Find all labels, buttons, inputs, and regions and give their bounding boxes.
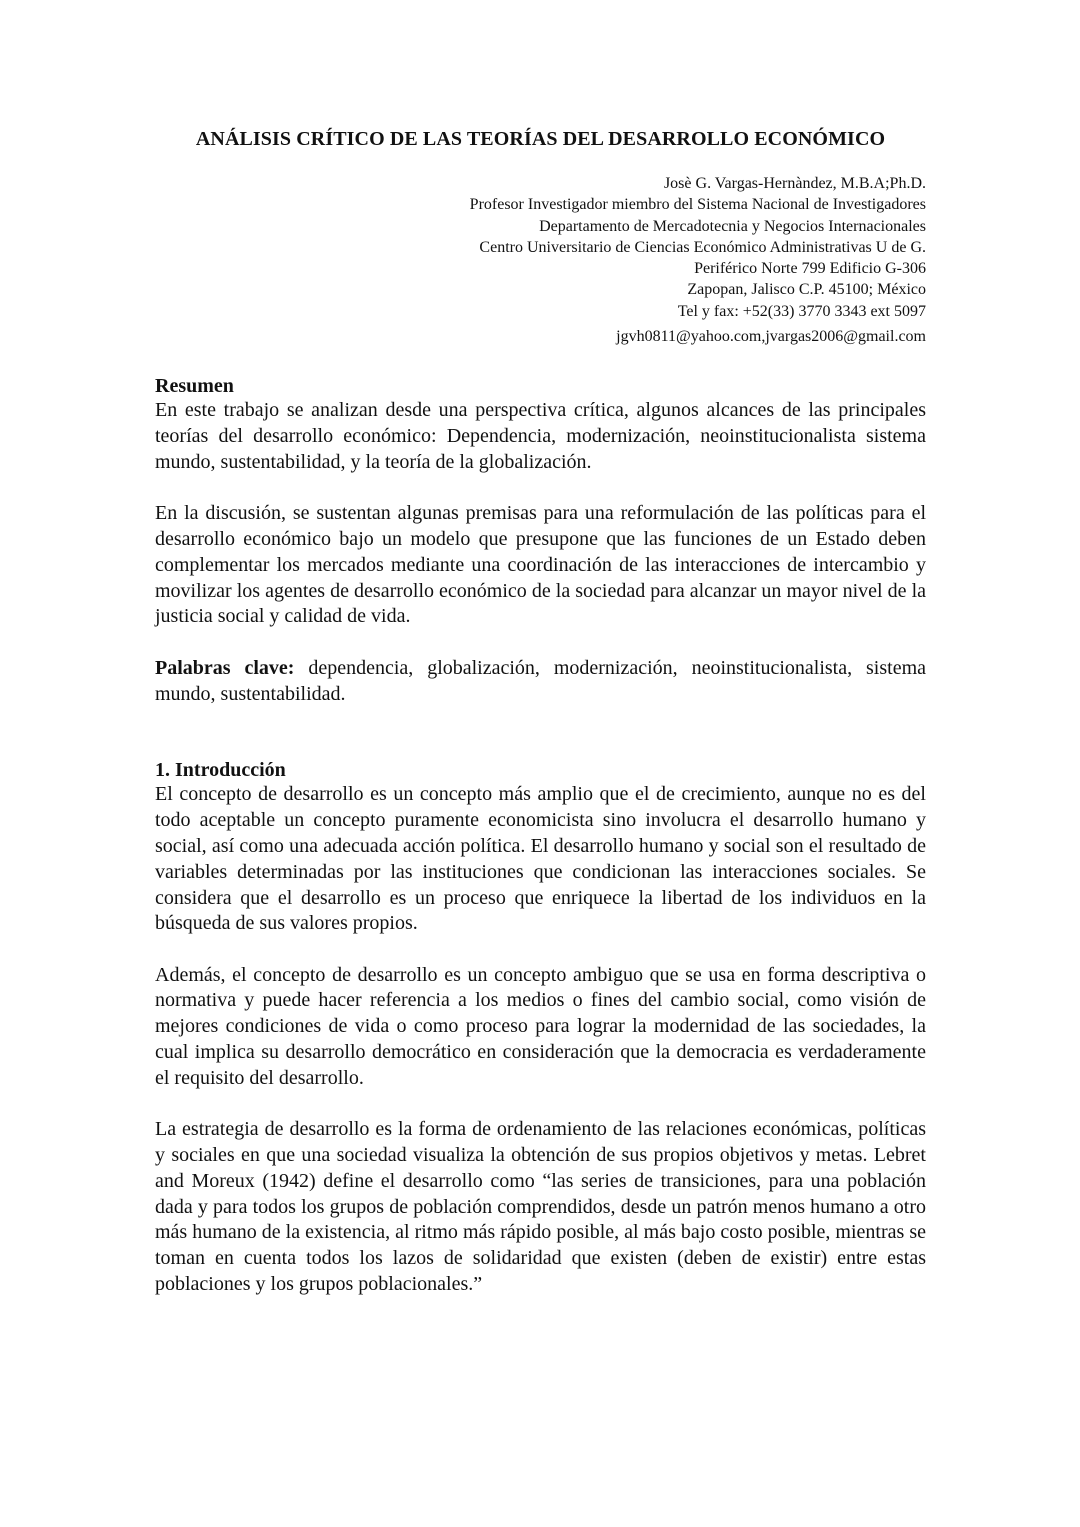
author-email: jgvh0811@yahoo.com,jvargas2006@gmail.com: [616, 328, 926, 346]
author-center: Centro Universitario de Ciencias Económico Administrativas U de G.: [479, 238, 926, 256]
author-department: Departamento de Mercadotecnia y Negocios Internacionales: [539, 217, 926, 235]
paper-title: ANÁLISIS CRÍTICO DE LAS TEORÍAS DEL DESARROLLO ECONÓMICO: [195, 128, 886, 150]
author-name: Josè G. Vargas-Hernàndez, M.B.A;Ph.D.: [663, 175, 926, 192]
abstract-paragraph: En este trabajo se analizan desde una perspectiva crítica, algunos alcances de las principales teorías del desarrollo económico: Dependencia, modernización, neoinstitucionalista sistema mundo, sustentabilidad, y la teoría de la globalización.: [155, 399, 926, 473]
keywords-label: Palabras clave:: [155, 656, 295, 679]
introduction-heading: 1. Introducción: [155, 759, 286, 782]
document-page: [155, 128, 926, 1298]
introduction-paragraph: El concepto de desarrollo es un concepto más amplio que el de crecimiento, aunque no es del todo aceptable un concepto puramente economicista sino involucra el desarrollo humano y social, así como una adecuada acción política. El desarrollo humano y social son el resultado de variables determinadas por las instituciones que condicionan las interacciones sociales. Se considera que el desarrollo es un proceso que enriquece la libertad de los individuos en la búsqueda de sus valores propios.: [155, 783, 926, 935]
introduction-paragraph: La estrategia de desarrollo es la forma de ordenamiento de las relaciones económicas, políticas y sociales en que una sociedad visualiza la obtención de sus propios objetivos y metas. Lebret and Moreux (1942) define el desarrollo como “las series de transiciones, para una población dada y para todos los grupos de población comprendidos, desde un patrón menos humano a otro más humano de la existencia, al ritmo más rápido posible, al más bajo costo posible, mientras se toman en cuenta todos los lazos de solidaridad que existen (deben de existir) entre estas poblaciones y los grupos poblacionales.”: [155, 1118, 926, 1295]
author-city: Zapopan, Jalisco C.P. 45100; México: [687, 281, 926, 299]
author-position: Profesor Investigador miembro del Sistema Nacional de Investigadores: [469, 196, 926, 214]
author-phone: Tel y fax: +52(33) 3770 3343 ext 5097: [677, 302, 926, 320]
keywords: [155, 656, 926, 708]
author-address: Periférico Norte 799 Edificio G-306: [694, 260, 926, 278]
abstract-heading: Resumen: [155, 375, 234, 398]
author-affiliation: [155, 173, 926, 347]
abstract-paragraph: En la discusión, se sustentan algunas premisas para una reformulación de las políticas para el desarrollo económico bajo un modelo que presupone que las funciones de un Estado deben complementar los mercados mediante una coordinación de las interacciones de intercambio y movilizar los agentes de desarrollo económico de la sociedad para alcanzar un mayor nivel de la justicia social y calidad de vida.: [155, 502, 926, 628]
keywords-list: dependencia, globalización, modernización, neoinstitucionalista, sistema mundo, sustentabilidad.: [155, 656, 926, 705]
introduction-paragraph: Además, el concepto de desarrollo es un concepto ambiguo que se usa en forma descriptiva o normativa y puede hacer referencia a los medios o fines del cambio social, como visión de mejores condiciones de vida o como proceso para lograr la modernidad de las sociedades, la cual implica su desarrollo democrático en consideración que la democracia es verdaderamente el requisito del desarrollo.: [155, 963, 926, 1089]
